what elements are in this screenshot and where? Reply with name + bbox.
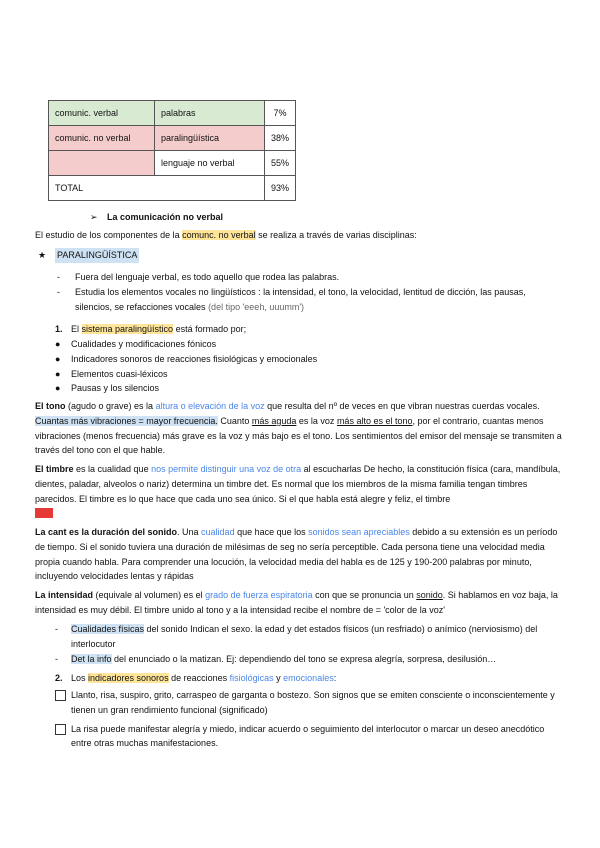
- list-item: [35, 352, 565, 367]
- table-row: [49, 126, 296, 151]
- paralinguistica-heading: [35, 248, 565, 263]
- text-span: . Si hablamos en voz baja, la intensidad es muy débil. El timbre unido al tono y a la intensidad recibe el nombre de = 'color de la voz': [35, 590, 558, 615]
- text-span: de reacciones: [168, 673, 230, 683]
- text-span: con que se pronuncia un: [312, 590, 417, 600]
- bullet-icon: ●: [55, 339, 61, 349]
- list-item: [35, 688, 565, 718]
- text-span: que hace que los: [234, 527, 309, 537]
- checkbox-icon[interactable]: [55, 690, 66, 701]
- highlight: Cualidades físicas: [71, 624, 145, 634]
- item-text: Pausas y los silencios: [71, 383, 160, 394]
- table-cell: 93%: [265, 176, 296, 201]
- link-text: grado de fuerza espiratoria: [205, 590, 313, 600]
- table-cell: lenguaje no verbal: [155, 151, 265, 176]
- list-item: [35, 652, 565, 667]
- highlight: sistema paralingüístico: [81, 324, 174, 334]
- star-icon: ★: [38, 250, 47, 260]
- table-row: [49, 101, 296, 126]
- dash-icon: -: [55, 624, 58, 634]
- tono-paragraph: [35, 399, 565, 458]
- text-span: El estudio de los componentes de la: [35, 230, 183, 240]
- list-item: [35, 622, 565, 652]
- link-text: altura o elevación de la voz: [155, 401, 265, 411]
- section-heading: [35, 210, 565, 225]
- text-span: Cuanto: [217, 415, 252, 426]
- item-text: Fuera del lenguaje verbal, es todo aquello que rodea las palabras.: [75, 272, 340, 282]
- table-cell: palabras: [155, 101, 265, 126]
- table-cell-total-label: TOTAL: [49, 176, 265, 201]
- table-cell: 55%: [265, 151, 296, 176]
- table-cell: [49, 151, 155, 176]
- text-span: y: [273, 673, 284, 683]
- link-text: emocionales: [283, 673, 334, 683]
- table-row: [49, 176, 296, 201]
- list-item: [35, 270, 565, 285]
- link-text: sonidos sean apreciables: [308, 527, 410, 537]
- text-span: (agudo o grave) es la: [65, 401, 156, 411]
- heading-text: La comunicación no verbal: [107, 212, 224, 222]
- underlined-text: más aguda: [251, 415, 297, 426]
- text-span: Los: [71, 673, 89, 683]
- checkbox-icon[interactable]: [55, 724, 66, 735]
- intensidad-paragraph: [35, 588, 565, 618]
- dash-list: [35, 270, 565, 314]
- term: La cant es la duración del sonido: [35, 527, 178, 537]
- list-item: [35, 337, 565, 352]
- cant-paragraph: [35, 525, 565, 584]
- list-item: [35, 285, 565, 315]
- text-span: que resulta del nº de veces en que vibran nuestras cuerdas vocales.: [264, 401, 540, 411]
- text-span: al escucharlas De hecho, la constitución física (cara, mandíbula, dientes, paladar, alveolos o nariz) determina un timbre det. Es normal que los miembros de la misma familia tengan timbres parecidos. El timbre es lo que hace que cada uno sea único. Si el que habla está alegre y feliz, el timbre: [35, 464, 561, 504]
- link-text: nos permite distinguir una voz de otra: [151, 464, 302, 474]
- text-span: se realiza a través de varias disciplinas:: [255, 230, 417, 240]
- dash-icon: -: [57, 272, 60, 282]
- bullet-list: [35, 337, 565, 396]
- item-number: 1.: [55, 324, 63, 334]
- link-text: fisiológicas: [229, 673, 274, 683]
- text-span: está formado por;: [173, 324, 247, 334]
- term: La intensidad: [35, 590, 94, 600]
- item-text: Indicadores sonoros de reacciones fisiológicas y emocionales: [71, 353, 318, 364]
- item-text: del enunciado o la matizan. Ej: dependiendo del tono se expresa alegría, sorpresa, desilusión…: [111, 653, 497, 664]
- dash-icon: -: [55, 653, 58, 664]
- red-mark: ……: [35, 508, 53, 519]
- term: El timbre: [35, 464, 74, 474]
- table-cell: 38%: [265, 126, 296, 151]
- underlined-text: sonido: [416, 590, 443, 600]
- list-item: [35, 367, 565, 382]
- item-text: Cualidades y modificaciones fónicos: [71, 339, 217, 349]
- text-span: debido a su extensión es un período de tiempo. Si el sonido tuviera una duración de milésimas de seg no sería perceptible. Cada persona tiene una velocidad media propia cuando habla. Para comprender una locución, la velocidad media del habla es de 125 y 190-200 palabras por minuto, incluyendo velocidades lentas y rápidas: [35, 527, 558, 582]
- item-number: 2.: [55, 673, 63, 683]
- item-text: La risa puede manifestar alegría y miedo, indicar acuerdo o seguimiento del interlocutor o marcar un deseo anecdótico entre otras muchas manifestaciones.: [71, 723, 545, 749]
- numbered-item-1: [35, 322, 565, 337]
- text-span: El: [71, 324, 82, 334]
- arrow-icon: ➢: [90, 212, 98, 222]
- list-item: [35, 381, 565, 396]
- intro-paragraph: [35, 228, 565, 243]
- item-text-aside: (del tipo 'eeeh, uuumm'): [208, 301, 305, 312]
- heading-text: PARALINGÜÍSTICA: [55, 248, 139, 263]
- item-text: Estudia los elementos vocales no lingüísticos : la intensidad, el tono, la velocidad, lentitud de dicción, las pausas, silencios, se refacciones vocales: [75, 286, 526, 312]
- text-span: (equivale al volumen) es el: [93, 590, 206, 600]
- summary-table: [48, 100, 296, 201]
- bullet-icon: ●: [55, 353, 61, 364]
- highlight: Cuantas más vibraciones = mayor frecuencia.: [35, 415, 218, 426]
- term: El tono: [35, 401, 66, 411]
- text-span: es la cualidad que: [73, 464, 152, 474]
- highlight: comunc. no verbal: [182, 230, 256, 240]
- timbre-paragraph: [35, 462, 565, 521]
- table-cell: comunic. verbal: [49, 101, 155, 126]
- table-row: [49, 151, 296, 176]
- table-cell: 7%: [265, 101, 296, 126]
- text-span: :: [333, 673, 337, 683]
- dash-icon: -: [57, 286, 60, 297]
- item-text: del sonido Indican el sexo. la edad y det estados físicos (un resfriado) o anímico (nerviosismo) del interlocutor: [71, 624, 538, 649]
- text-span: es la voz: [296, 415, 337, 426]
- intensidad-list: [35, 622, 565, 666]
- numbered-item-2: [35, 671, 565, 686]
- list-item: [35, 722, 565, 752]
- text-span: , por el contrario, cuantas menos vibraciones (menos frecuencia) más grave es la voz y más bajo es el tono. Los sentimientos del emisor del mensaje se transmiten a través del tono con el que hable.: [35, 415, 562, 456]
- table-cell: paralingüística: [155, 126, 265, 151]
- bullet-icon: ●: [55, 368, 61, 379]
- table-cell: comunic. no verbal: [49, 126, 155, 151]
- item-text: Llanto, risa, suspiro, grito, carraspeo de garganta o bostezo. Son signos que se emiten consciente o inconscientemente y tienen un gran rendimiento funcional (significado): [71, 690, 555, 715]
- bullet-icon: ●: [55, 383, 61, 394]
- highlight: indicadores sonoros: [88, 673, 169, 683]
- underlined-text: más alto es el tono: [336, 415, 413, 426]
- text-span: . Una: [177, 527, 202, 537]
- link-text: cualidad: [201, 527, 235, 537]
- checkbox-list: [35, 688, 565, 751]
- item-text: Elementos cuasi-léxicos: [71, 368, 168, 379]
- highlight: Det la info: [71, 653, 112, 664]
